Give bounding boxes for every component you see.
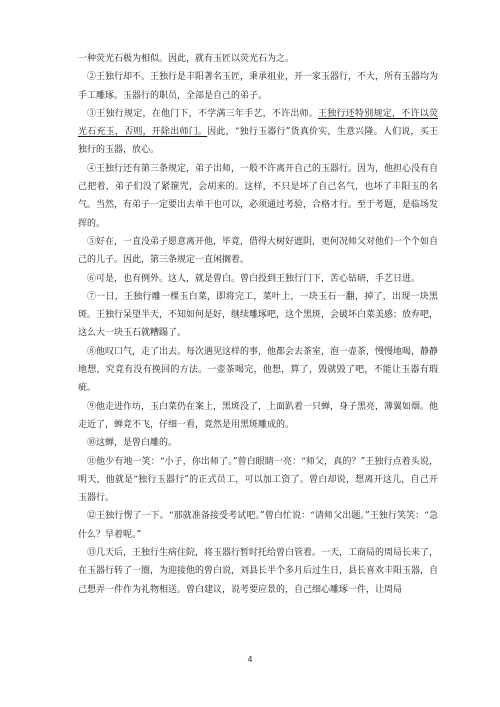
paragraph-3-underlined-sentence: 王独行还特别规定，不许以荧光石充玉，否则，开除出师门。: [78, 108, 438, 138]
paragraph-5: ⑤好在，一直没弟子愿意离开他，毕竟，借得大树好遮阴，更何况师父对他们一个个如自己的儿子。因此，第三条规定一直闲搁着。: [78, 236, 439, 266]
paragraph-7: ⑦一日，王独行雕一棵玉白菜，即将完工，菜叶上，一块玉石一翻，掉了，出现一块黑斑。王独行呆望半天，不知如何是好，继续雕琢吧，这个黑斑，会破坏白菜美感；放弃吧，这么大一块玉石就糟蹋了。: [78, 291, 439, 339]
paragraph-10: ⑩这蝉，是曾白雕的。: [87, 438, 178, 449]
page-number: 4: [247, 655, 253, 664]
paragraph-2: ②王独行却不。王独行是丰阳著名玉匠，秉承祖业，开一家玉器行，不大，所有玉器均为手工雕琢。玉器行的职员，全部是自己的弟子。: [78, 72, 439, 101]
paragraph-3: [78, 105, 438, 160]
paragraph-6: ⑥可是，也有例外。这人，就是曾白。曾白投到王独行门下，苦心钻研，手艺日进。: [87, 273, 421, 284]
paragraph-12: ⑫王独行愣了一下。“那就准备接受考试吧。”曾白忙说：“请师父出题。”王独行笑笑：“急什么？早着呢。”: [78, 511, 438, 540]
paragraph-11: ⑪他少有地一笑：“小子，你出师了。”曾白眼睛一亮：“师父，真的？”王独行点着头说，明天，他就是“独行玉器行”的正式员工，可以加工资了。曾白却说，想离开这儿，自己开玉器行。: [78, 456, 438, 504]
paragraph-0: 一种荧光石极为相似。因此，就有玉匠以荧光石为之。: [78, 54, 295, 64]
paragraph-9: ⑨他走进作坊，玉白菜仍在案上，黑斑没了，上面趴着一只蝉，身子黑亮，薄翼如烟。他走近了，蝉竟不飞，仔细一看，竟然是用黑斑雕成的。: [78, 401, 439, 430]
paragraph-13: ⑬几天后，王独行生病住院，将玉器行暂时托给曾白管着。一天，工商局的周局长来了，在玉器行转了一圈，为迎接他的曾白说，刘县长半个多月后过生日，县长喜欢丰阳玉器，自己想弄一件作为礼物相送。曾白建议，说考要应景的，自己细心雕琢一件，让周局: [78, 548, 439, 595]
paragraph-3-text-a: ③王独行规定，在他门下，不学满三年手艺，不许出师。: [87, 108, 319, 119]
paragraph-3-text-c: 因此，“独行玉器行”货真价实，生意兴隆。人们说，买王独行的玉器，放心。: [78, 127, 438, 156]
paragraph-4: ④王独行还有第三条规定，弟子出师，一般不许离开自己的玉器行。因为，他担心没有自己把着，弟子们没了紧箍咒，会胡来的。这样，不只是坏了自己名气，也坏了丰阳玉的名气。当然，有弟子一定要出去单干也可以，必须通过考验，合格才行。至于考题，是临场发挥的。: [78, 163, 439, 229]
paragraph-8: ⑧他叹口气，走了出去。每次遇见这样的事，他都会去茶室，泡一壶茶，慢慢地喝，静静地想，究竟有没有挽回的方法。一壶茶喝完，他想，算了，毁就毁了吧，不能让玉器有瑕疵。: [78, 346, 439, 394]
